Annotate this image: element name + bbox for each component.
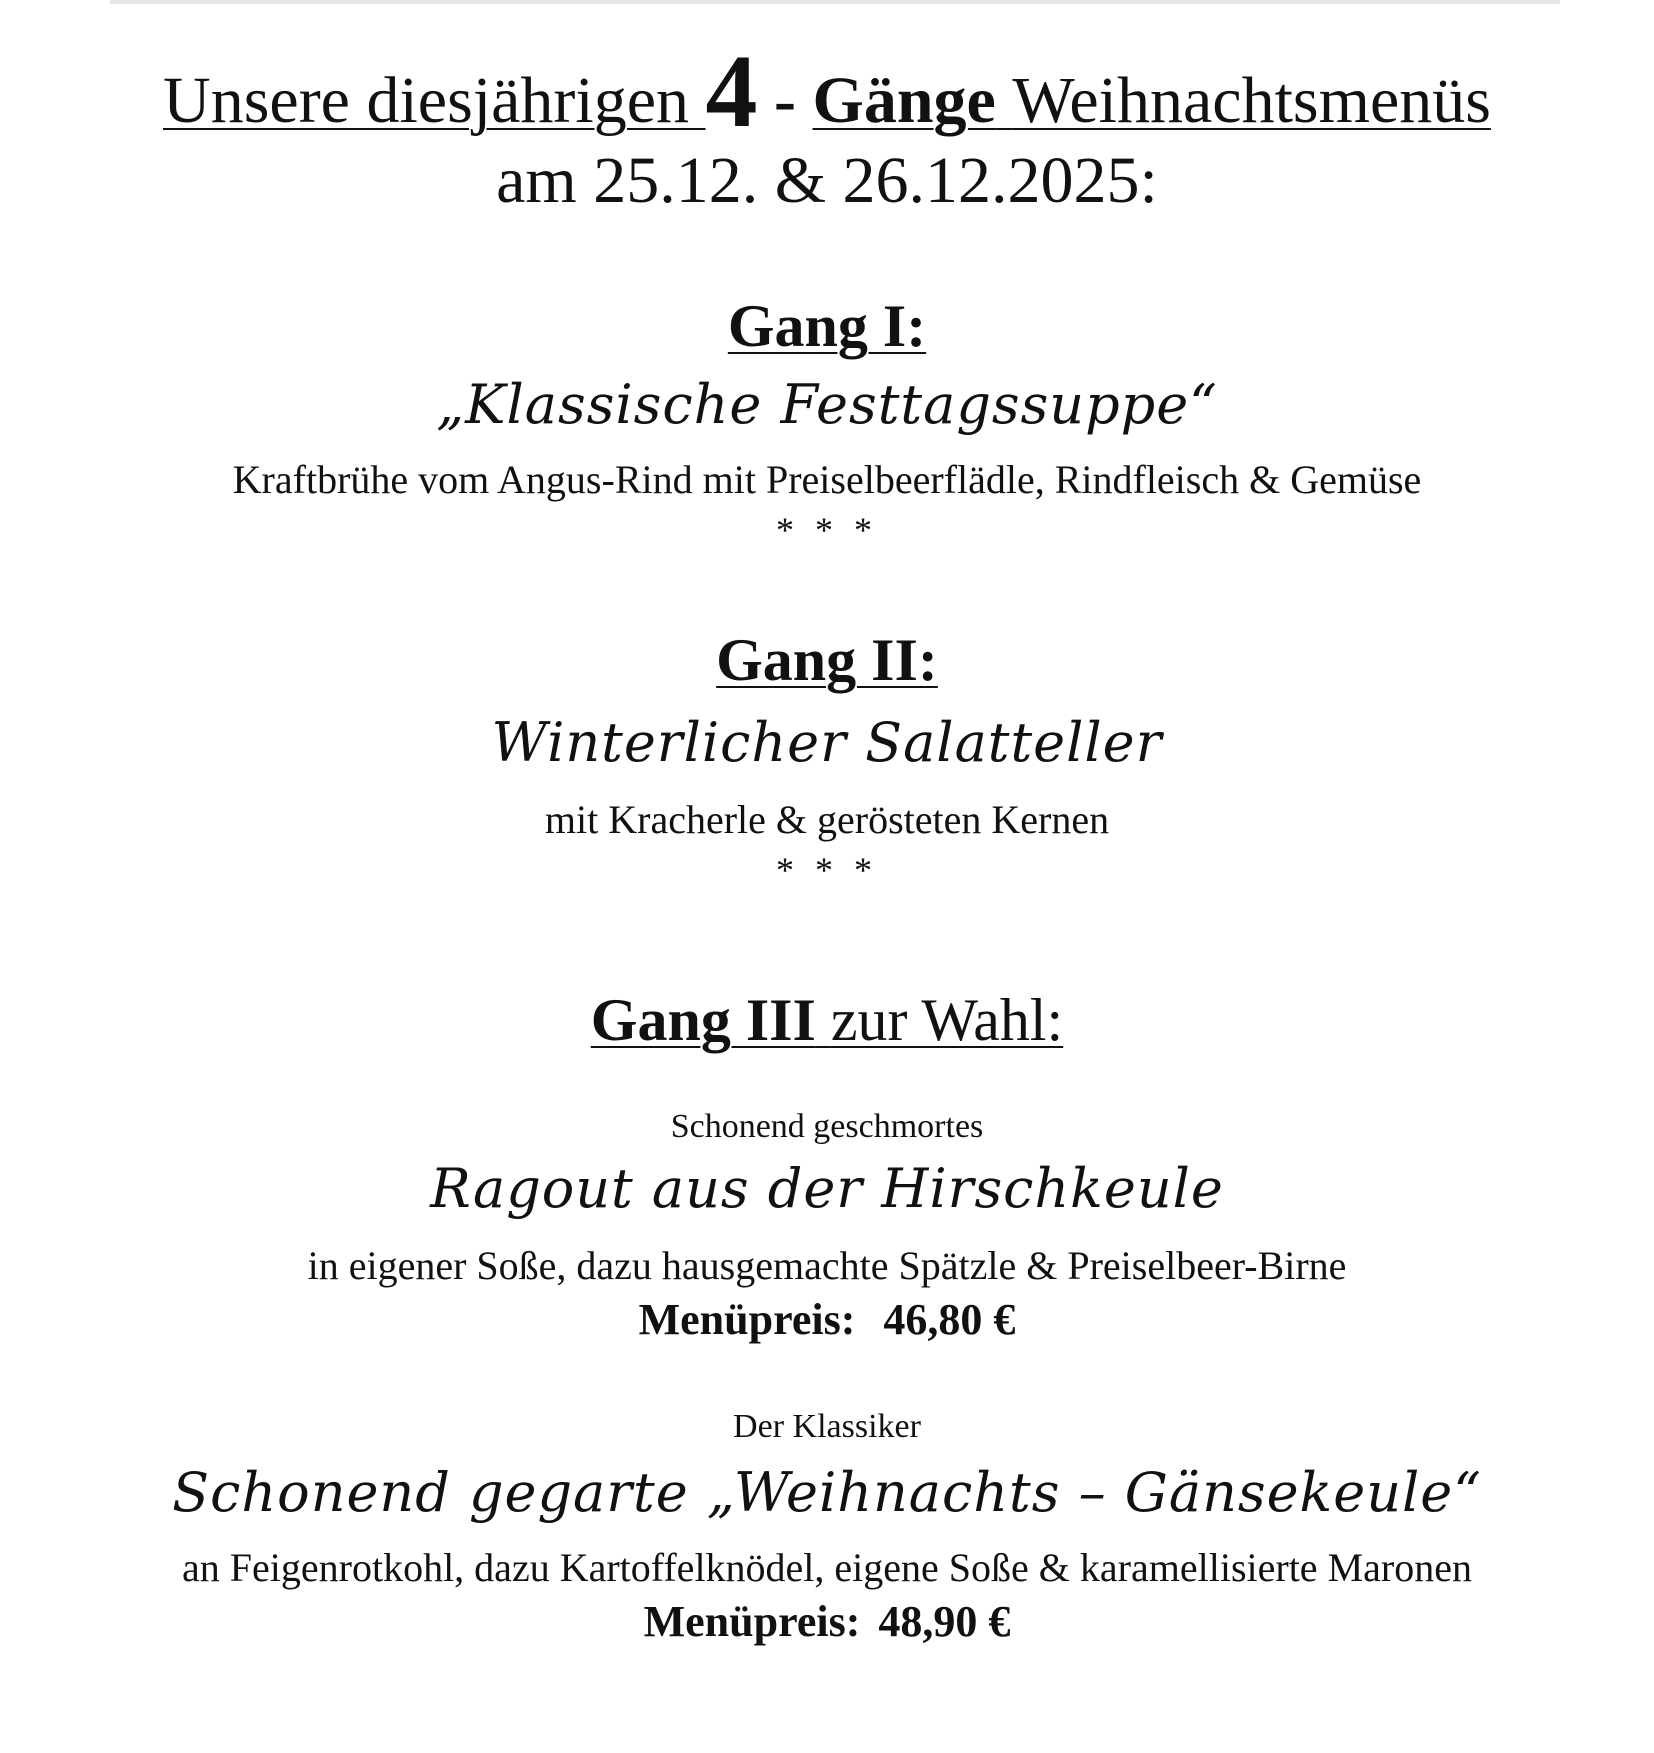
course1-title-text: Gang I: [727, 293, 927, 359]
headline-suffix: Weihnachtsmenüs [1012, 64, 1491, 137]
course1-separator: * * * [776, 510, 878, 550]
course3-title-bold: Gang III [590, 987, 816, 1053]
course2-title [0, 627, 1654, 693]
headline-number: 4 [705, 34, 758, 149]
option1-name: Ragout aus der Hirschkeule [430, 1157, 1224, 1220]
course2-title-text: Gang II: [716, 627, 938, 693]
menu-headline [0, 34, 1654, 149]
option2-intro: Der Klassiker [733, 1408, 921, 1445]
option2-name: Schonend gegarte „Weihnachts – Gänsekeule“ [172, 1461, 1482, 1524]
option1-price: 46,80 € [883, 1295, 1016, 1344]
menu-dates: am 25.12. & 26.12.2025: [496, 144, 1158, 217]
option1-description: in eigener Soße, dazu hausgemachte Spätzle & Preiselbeer-Birne [307, 1243, 1347, 1288]
option1-price-line [0, 1295, 1654, 1344]
course1-name: „Klassische Festtagssuppe“ [436, 373, 1218, 436]
course3-title [0, 987, 1654, 1053]
option2-price: 48,90 € [878, 1597, 1011, 1646]
option1-price-label: Menüpreis: [638, 1295, 856, 1344]
course1-description: Kraftbrühe vom Angus-Rind mit Preiselbeerflädle, Rindfleisch & Gemüse [232, 457, 1422, 502]
course3-title-rest: zur Wahl: [830, 987, 1064, 1053]
option2-price-label: Menüpreis: [643, 1597, 861, 1646]
headline-gaenge: Gänge [812, 64, 996, 137]
course2-description: mit Kracherle & gerösteten Kernen [544, 797, 1110, 842]
headline-prefix: Unsere diesjährigen [163, 64, 690, 137]
headline-dash: - [774, 64, 797, 137]
course2-name: Winterlicher Salatteller [491, 711, 1163, 774]
option1-intro: Schonend geschmortes [670, 1108, 984, 1145]
option2-price-line [0, 1597, 1654, 1646]
course2-separator: * * * [776, 850, 878, 890]
option2-description: an Feigenrotkohl, dazu Kartoffelknödel, eigene Soße & karamellisierte Maronen [182, 1545, 1472, 1590]
course1-title [0, 293, 1654, 359]
